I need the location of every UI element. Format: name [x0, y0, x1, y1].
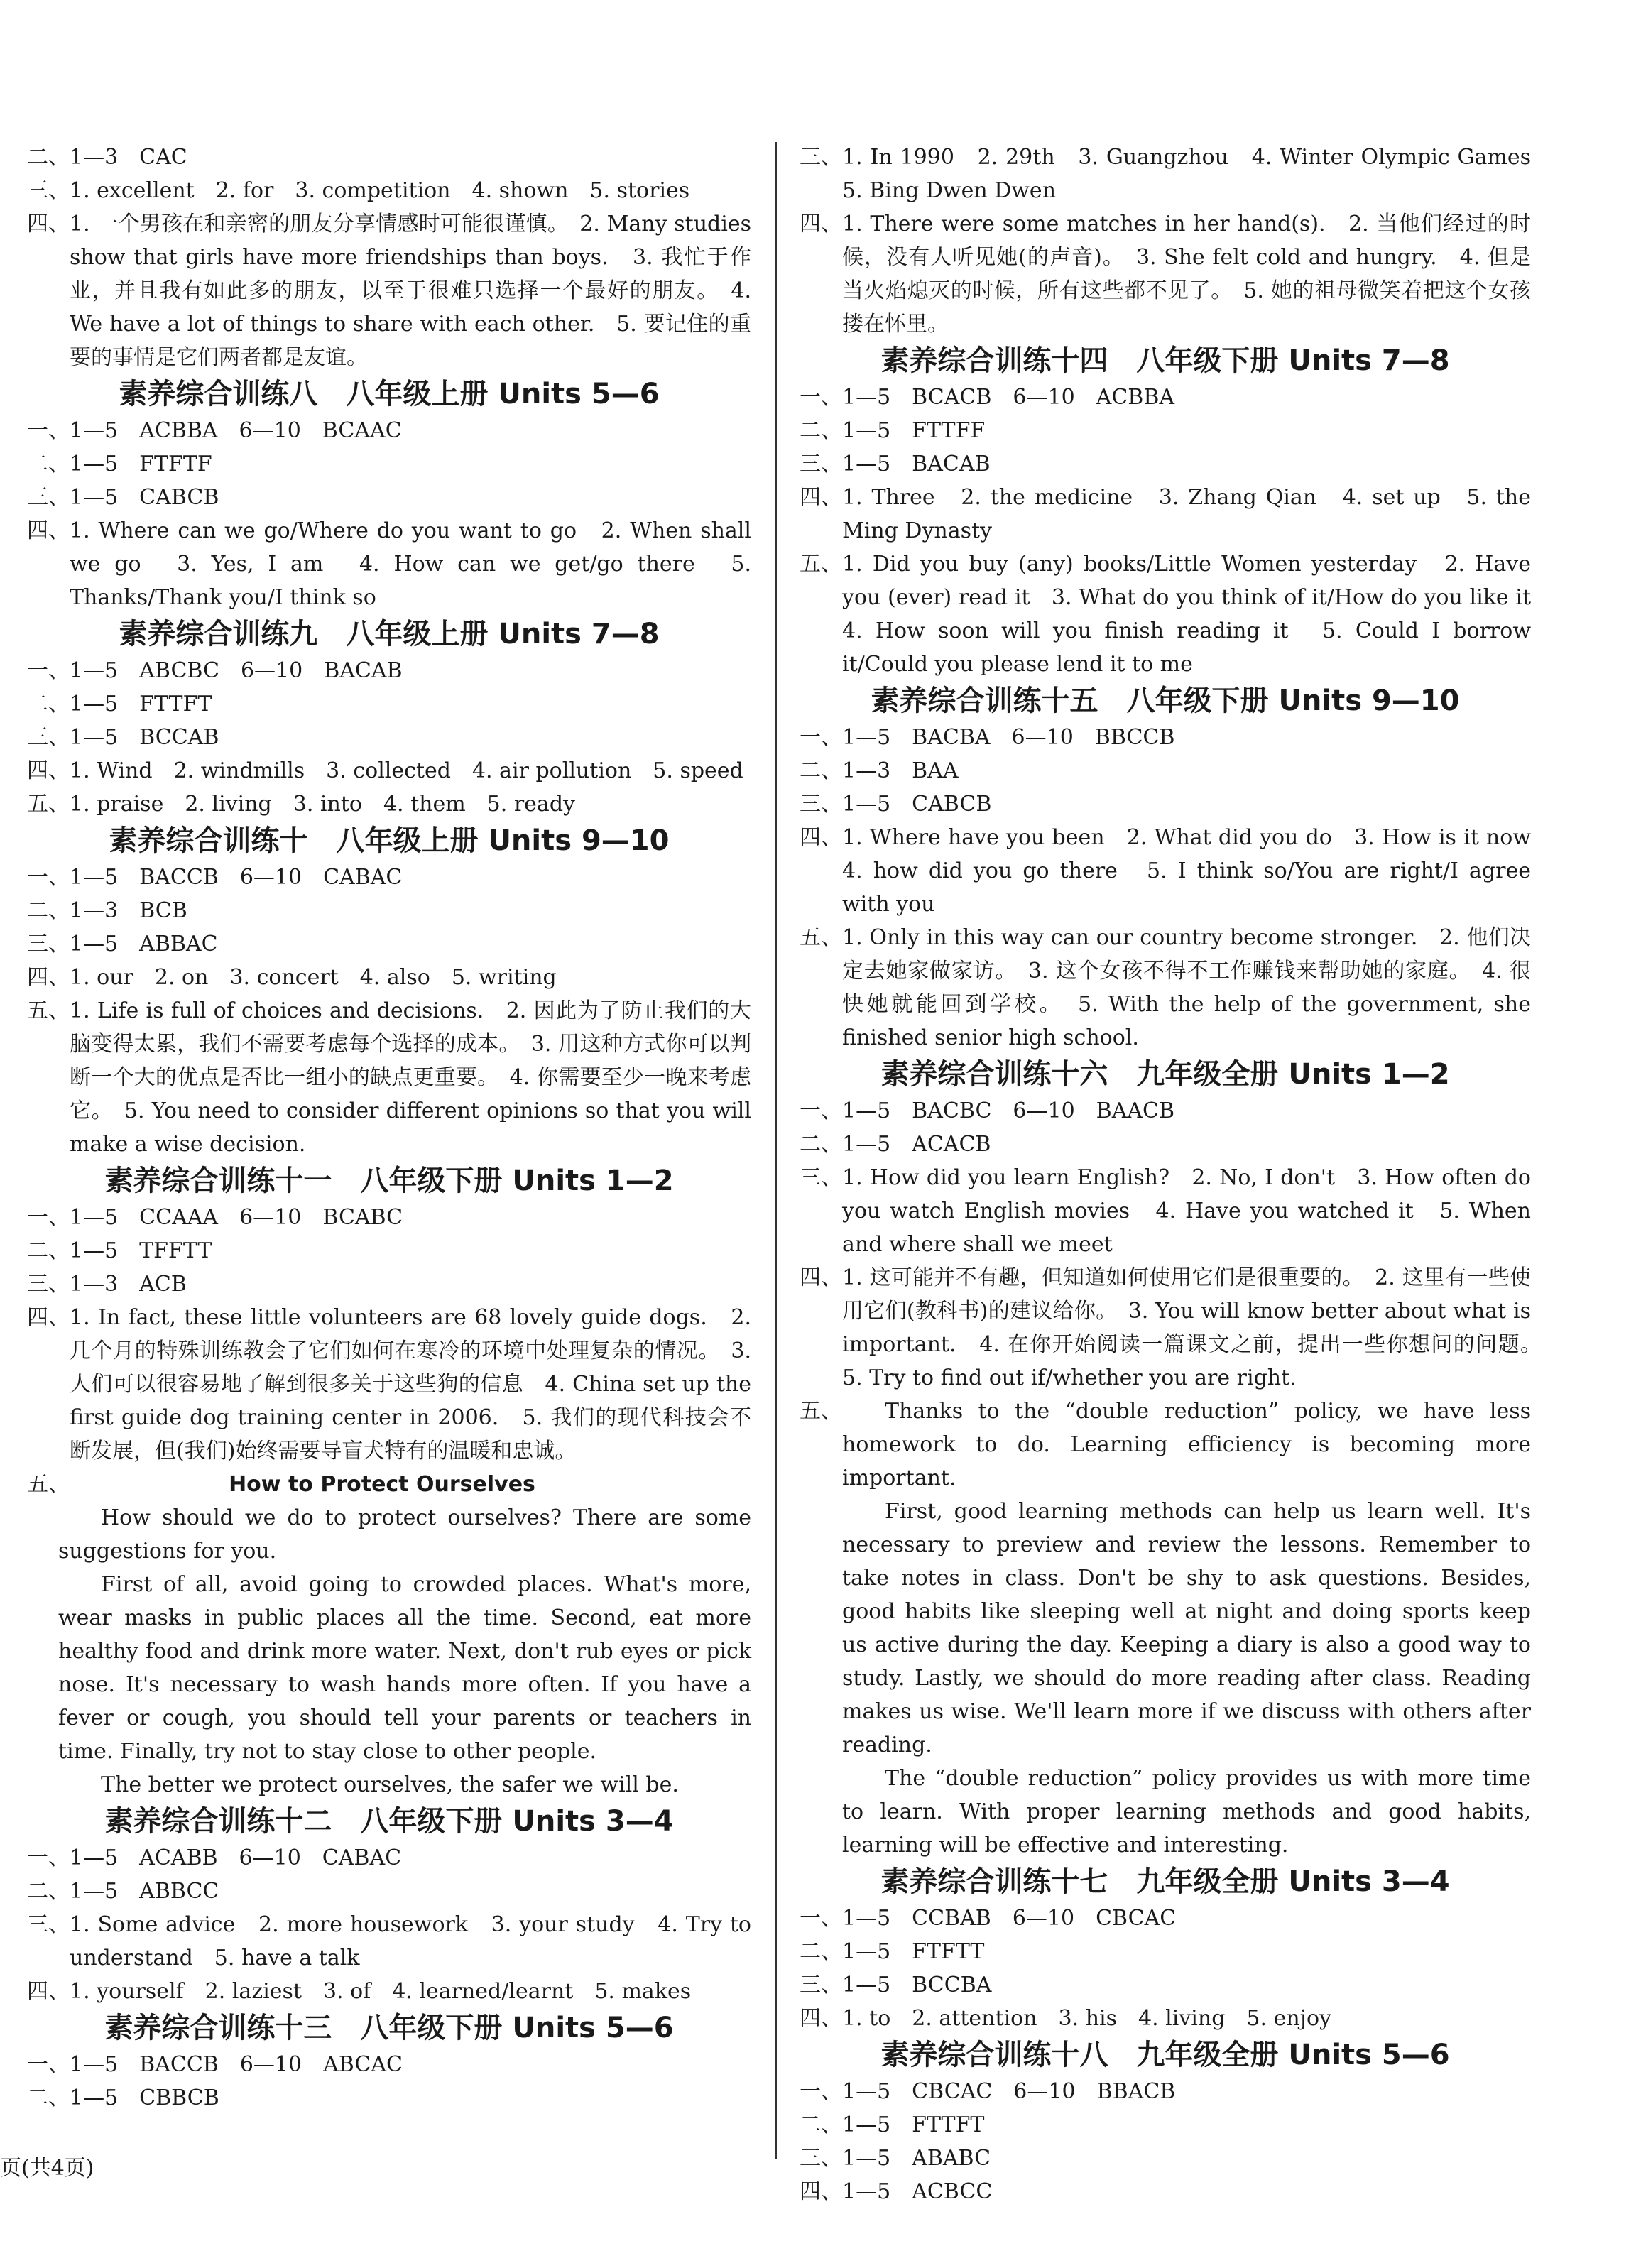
- answer-text: 1. There were some matches in her hand(s). 2. 当他们经过的时候，没有人听见她(的声音)。 3. She felt cold and hungry. 4. 但是当火焰熄灭的时候，所有这些都不见了。 5. 她的祖母微笑着把这个女孩搂在怀里。: [842, 212, 1531, 337]
- essay-paragraph: First of all, avoid going to crowded places. What's more, wear masks in public places all the time. Second, eat more healthy food and drink more water. Next, don't rub eyes or pick nose. It's necessary to wash hands more often. If you have a fever or cough, you should tell your parents or teachers in time. Finally, try not to stay close to other people.: [58, 1572, 751, 1764]
- answer-row: [27, 1267, 751, 1301]
- answer-row: [800, 2108, 1531, 2142]
- answer-text: 1—5 ACABB 6—10 CABAC: [70, 1846, 402, 1870]
- question-number: 三、: [800, 2146, 842, 2171]
- answer-row: [27, 654, 751, 687]
- answer-text: 1—5 ABBAC: [70, 932, 218, 956]
- answer-row: [27, 861, 751, 894]
- question-number: 四、: [27, 965, 70, 990]
- left-column: [27, 141, 751, 2115]
- answer-row: [800, 481, 1531, 547]
- answer-text: 1. Where can we go/Where do you want to go 2. When shall we go 3. Yes, I am 4. How can we get/go there 5. Thanks/Thank you/I think so: [70, 518, 751, 610]
- answer-text: 1—5 FTFTF: [70, 452, 212, 476]
- answer-text: 1—5 CBBCB: [70, 2086, 219, 2110]
- answer-row: [800, 1161, 1531, 1261]
- answer-row: [27, 514, 751, 614]
- answer-row: [27, 141, 751, 174]
- essay-paragraph: Thanks to the “double reduction” policy, we have less homework to do. Learning efficiency is becoming more important.: [842, 1399, 1531, 1490]
- answer-row: [27, 207, 751, 374]
- question-number: 二、: [27, 692, 70, 716]
- section-title: 素养综合训练十七 九年级全册 Units 3—4: [880, 1865, 1450, 1898]
- answer-text: 1—5 CBCAC 6—10 BBACB: [842, 2079, 1176, 2104]
- answer-text: 1—5 CABCB: [70, 485, 219, 510]
- answer-text: 1—5 BCACB 6—10 ACBBA: [842, 385, 1175, 410]
- question-number: 二、: [27, 1879, 70, 1904]
- answer-text: 1—5 BACCB 6—10 ABCAC: [70, 2052, 403, 2077]
- answer-text: 1—3 ACB: [70, 1272, 187, 1297]
- question-number: 五、: [800, 552, 842, 577]
- answer-row: [27, 927, 751, 961]
- answer-text: 1. yourself 2. laziest 3. of 4. learned/learnt 5. makes: [70, 1979, 692, 2004]
- question-number: 二、: [800, 418, 842, 443]
- question-number: 四、: [800, 1265, 842, 1290]
- answer-text: 1—5 ABABC: [842, 2146, 991, 2171]
- question-number: 三、: [27, 1272, 70, 1297]
- question-number: 一、: [800, 1906, 842, 1931]
- question-number: 一、: [27, 2052, 70, 2077]
- question-number: 四、: [800, 212, 842, 236]
- answer-row: [27, 687, 751, 721]
- question-number: 二、: [27, 2086, 70, 2110]
- answer-text: 1. Wind 2. windmills 3. collected 4. air pollution 5. speed: [70, 758, 743, 783]
- essay-body: [58, 1501, 751, 1801]
- answer-text: 1. Three 2. the medicine 3. Zhang Qian 4. set up 5. the Ming Dynasty: [842, 485, 1531, 543]
- question-number: 三、: [27, 1912, 70, 1937]
- answer-row: [800, 1935, 1531, 1968]
- answer-row: [27, 414, 751, 447]
- essay-paragraph: The better we protect ourselves, the safer we will be.: [101, 1772, 679, 1797]
- answer-row: [800, 2002, 1531, 2035]
- question-number: 二、: [27, 898, 70, 923]
- question-number: 三、: [800, 1165, 842, 1190]
- question-number: 四、: [800, 2006, 842, 2031]
- section-title: 素养综合训练十四 八年级下册 Units 7—8: [880, 344, 1450, 377]
- question-number: 五、: [800, 925, 842, 950]
- answer-row: [800, 721, 1531, 754]
- question-number: 二、: [800, 2112, 842, 2137]
- answer-row: [27, 1908, 751, 1975]
- answer-row: [27, 1201, 751, 1234]
- answer-text: 1. 这可能并不有趣，但知道如何使用它们是很重要的。 2. 这里有一些使用它们(教科书)的建议给你。 3. You will know better about what is important. 4. 在你开始阅读一篇课文之前，提出一些你想问的问题。 5. Try to find out if/whether you are right.: [842, 1265, 1552, 1390]
- answer-text: 1. In fact, these little volunteers are 68 lovely guide dogs. 2. 几个月的特殊训练教会了它们如何在寒冷的环境中处理复杂的情况。 3. 人们可以很容易地了解到很多关于这些狗的信息 4. China set up the first guide dog training center in 2006. 5. 我们的现代科技会不断发展，但(我们)始终需要导盲犬特有的温暖和忠诚。: [70, 1305, 751, 1463]
- answer-row: [27, 754, 751, 787]
- question-number: 四、: [27, 758, 70, 783]
- answer-text: 1—5 FTTFT: [842, 2112, 985, 2137]
- answer-text: 1—5 BCCAB: [70, 725, 219, 750]
- answer-text: 1—3 BCB: [70, 898, 187, 923]
- answer-text: 1—5 BACAB: [842, 452, 991, 476]
- essay-paragraph: How should we do to protect ourselves? There are some suggestions for you.: [58, 1505, 751, 1564]
- answer-text: 1—5 ACACB: [842, 1132, 991, 1157]
- answer-text: 1—5 FTTFF: [842, 418, 986, 443]
- answer-text: 1. our 2. on 3. concert 4. also 5. writing: [70, 965, 557, 990]
- question-number: 一、: [800, 385, 842, 410]
- answer-text: 1. excellent 2. for 3. competition 4. shown 5. stories: [70, 178, 690, 203]
- section-title: 素养综合训练十一 八年级下册 Units 1—2: [104, 1165, 674, 1197]
- essay-title: How to Protect Ourselves: [229, 1472, 535, 1497]
- answer-row: [800, 754, 1531, 787]
- question-number: 三、: [27, 932, 70, 956]
- answer-text: 1—5 BCCBA: [842, 1973, 992, 1997]
- essay-paragraph: First, good learning methods can help us learn well. It's necessary to preview and review the lessons. Remember to take notes in class. Don't be shy to ask questions. Besides, good habits like sleeping well at night and doing sports keep us active during the day. Keeping a diary is also a good way to study. Lastly, we should do more reading after class. Reading makes us wise. We'll learn more if we discuss with others after reading.: [842, 1499, 1531, 1757]
- answer-text: 1—5 BACBA 6—10 BBCCB: [842, 725, 1175, 750]
- answer-text: 1. praise 2. living 3. into 4. them 5. ready: [70, 792, 575, 817]
- answer-row: [800, 787, 1531, 821]
- answer-text: 1—5 TFFTT: [70, 1238, 212, 1263]
- question-number: 四、: [800, 2179, 842, 2204]
- answer-row: [27, 1875, 751, 1908]
- answer-row: [27, 961, 751, 994]
- question-number: 一、: [27, 1205, 70, 1230]
- answer-row: [800, 207, 1531, 341]
- answer-text: 1—5 ABCBC 6—10 BACAB: [70, 658, 403, 683]
- question-number: 五、: [27, 1472, 70, 1497]
- question-number: 二、: [27, 145, 70, 170]
- answer-row: [27, 447, 751, 481]
- right-column: [800, 141, 1552, 2208]
- question-number: 一、: [800, 1098, 842, 1123]
- answer-row: [800, 141, 1552, 207]
- answer-text: 1—5 ACBBA 6—10 BCAAC: [70, 418, 402, 443]
- answer-text: 1. Some advice 2. more housework 3. your study 4. Try to understand 5. have a talk: [70, 1912, 751, 1970]
- answer-row: [27, 174, 751, 207]
- answer-row: [800, 1094, 1531, 1128]
- essay-block: [27, 1468, 751, 1801]
- question-number: 五、: [800, 1399, 842, 1424]
- answer-text: 1. In 1990 2. 29th 3. Guangzhou 4. Winter Olympic Games 5. Bing Dwen Dwen: [842, 145, 1552, 203]
- answer-row: [27, 481, 751, 514]
- answer-text: 1. Did you buy (any) books/Little Women yesterday 2. Have you (ever) read it 3. What do you think of it/How do you like it 4. How soon will you finish reading it 5. Could I borrow it/Could you please lend it to me: [842, 552, 1552, 677]
- section-title: 素养综合训练十 八年级上册 Units 9—10: [109, 824, 670, 857]
- essay-header: [800, 1395, 1531, 1862]
- answer-text: 1. How did you learn English? 2. No, I don't 3. How often do you watch English movies 4. Have you watched it 5. When and where shall we meet: [842, 1165, 1531, 1257]
- question-number: 三、: [27, 485, 70, 510]
- section-title: 素养综合训练十二 八年级下册 Units 3—4: [104, 1805, 674, 1838]
- answer-text: 1—5 ACBCC: [842, 2179, 993, 2204]
- question-number: 二、: [27, 1238, 70, 1263]
- section-title: 素养综合训练八 八年级上册 Units 5—6: [119, 378, 660, 410]
- answer-row: [800, 821, 1552, 921]
- answer-row: [800, 921, 1531, 1054]
- answer-text: 1—3 CAC: [70, 145, 187, 170]
- question-number: 二、: [800, 758, 842, 783]
- page-footer: 页(共4页): [0, 2156, 94, 2181]
- essay-paragraph: The “double reduction” policy provides us with more time to learn. With proper learning methods and good habits, learning will be effective and interesting.: [842, 1766, 1531, 1858]
- essay-header: [27, 1468, 751, 1501]
- section-title: 素养综合训练十八 九年级全册 Units 5—6: [880, 2039, 1450, 2071]
- question-number: 一、: [27, 658, 70, 683]
- answer-row: [27, 721, 751, 754]
- answer-row: [800, 1128, 1531, 1161]
- question-number: 一、: [800, 725, 842, 750]
- answer-row: [800, 1968, 1531, 2002]
- section-title: 素养综合训练十六 九年级全册 Units 1—2: [880, 1058, 1450, 1091]
- answer-row: [800, 2142, 1531, 2175]
- answer-text: 1—3 BAA: [842, 758, 959, 783]
- answer-row: [800, 414, 1531, 447]
- answer-text: 1—5 BACCB 6—10 CABAC: [70, 865, 403, 890]
- essay-block: [800, 1395, 1531, 1862]
- answer-text: 1. Where have you been 2. What did you do 3. How is it now 4. how did you go there 5. I think so/You are right/I agree with you: [842, 825, 1552, 917]
- answer-text: 1—5 ABBCC: [70, 1879, 219, 1904]
- answer-row: [27, 787, 751, 821]
- answer-row: [27, 1301, 751, 1468]
- question-number: 一、: [27, 418, 70, 443]
- question-number: 一、: [27, 865, 70, 890]
- answer-row: [27, 2081, 751, 2115]
- answer-text: 1—5 BACBC 6—10 BAACB: [842, 1098, 1175, 1123]
- answer-row: [27, 894, 751, 927]
- answer-row: [27, 1975, 751, 2008]
- question-number: 四、: [27, 1305, 70, 1330]
- answer-row: [800, 1261, 1552, 1395]
- question-number: 二、: [800, 1939, 842, 1964]
- question-number: 三、: [800, 452, 842, 476]
- answer-row: [800, 381, 1531, 414]
- essay-body: [842, 1395, 1531, 1862]
- answer-row: [800, 447, 1531, 481]
- answer-text: 1. 一个男孩在和亲密的朋友分享情感时可能很谨慎。 2. Many studies show that girls have more friendships than boys. 3. 我忙于作业，并且我有如此多的朋友，以至于很难只选择一个最好的朋友。 4. We have a lot of things to share with each other. 5. 要记住的重要的事情是它们两者都是友谊。: [70, 212, 751, 370]
- answer-text: 1. Only in this way can our country become stronger. 2. 他们决定去她家做家访。 3. 这个女孩不得不工作赚钱来帮助她的家庭。 4. 很快她就能回到学校。 5. With the help of the government, she finished senior high school.: [842, 925, 1531, 1050]
- section-title: 素养综合训练十三 八年级下册 Units 5—6: [104, 2012, 674, 2044]
- answer-row: [27, 994, 751, 1161]
- question-number: 三、: [800, 792, 842, 817]
- question-number: 五、: [27, 998, 70, 1023]
- question-number: 四、: [27, 212, 70, 236]
- answer-text: 1—5 FTFTT: [842, 1939, 985, 1964]
- section-title: 素养综合训练九 八年级上册 Units 7—8: [119, 618, 660, 650]
- column-divider: [775, 142, 777, 2159]
- question-number: 三、: [27, 178, 70, 203]
- section-title: 素养综合训练十五 八年级下册 Units 9—10: [871, 685, 1460, 717]
- answer-text: 1—5 CABCB: [842, 792, 992, 817]
- question-number: 三、: [800, 145, 842, 170]
- question-number: 四、: [27, 518, 70, 543]
- answer-row: [800, 2075, 1531, 2108]
- question-number: 四、: [800, 485, 842, 510]
- answer-row: [800, 2175, 1531, 2208]
- answer-row: [27, 1234, 751, 1267]
- question-number: 五、: [27, 792, 70, 817]
- question-number: 三、: [27, 725, 70, 750]
- answer-row: [800, 547, 1552, 681]
- question-number: 三、: [800, 1973, 842, 1997]
- answer-text: 1. Life is full of choices and decisions. 2. 因此为了防止我们的大脑变得太累，我们不需要考虑每个选择的成本。 3. 用这种方式你可以判断一个大的优点是否比一组小的缺点更重要。 4. 你需要至少一晚来考虑它。 5. You need to consider different opinions so that you will make a wise decision.: [70, 998, 751, 1157]
- question-number: 二、: [800, 1132, 842, 1157]
- question-number: 四、: [800, 825, 842, 850]
- question-number: 二、: [27, 452, 70, 476]
- question-number: 一、: [27, 1846, 70, 1870]
- answer-row: [800, 1902, 1531, 1935]
- answer-text: 1—5 CCAAA 6—10 BCABC: [70, 1205, 403, 1230]
- question-number: 一、: [800, 2079, 842, 2104]
- question-number: 四、: [27, 1979, 70, 2004]
- answer-text: 1. to 2. attention 3. his 4. living 5. enjoy: [842, 2006, 1331, 2031]
- answer-text: 1—5 FTTFT: [70, 692, 212, 716]
- answer-text: 1—5 CCBAB 6—10 CBCAC: [842, 1906, 1177, 1931]
- answer-row: [27, 1841, 751, 1875]
- answer-row: [27, 2048, 751, 2081]
